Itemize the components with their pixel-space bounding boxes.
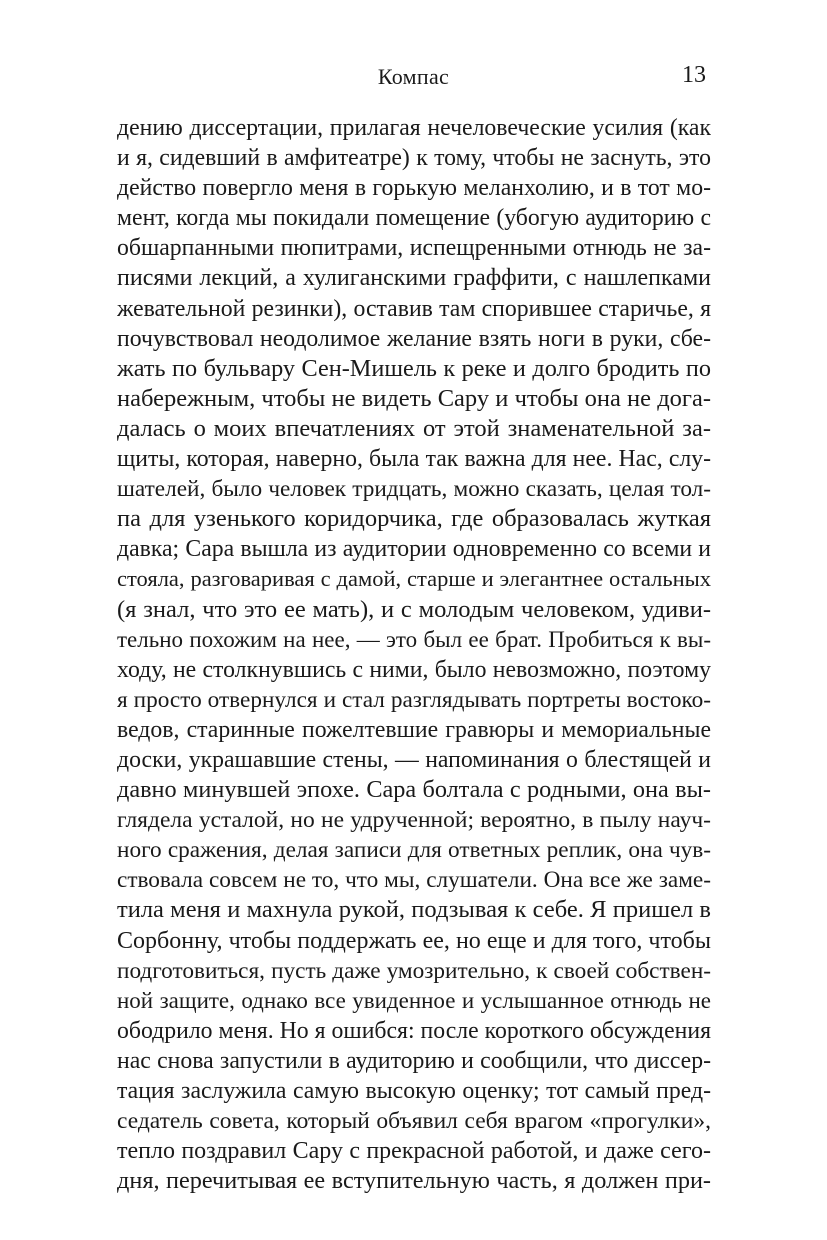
book-title: Компас xyxy=(377,64,450,89)
text-line: давно минувшей эпохе. Сара болтала с родными, она вы- xyxy=(117,776,711,804)
text-line: ходу, не столкнувшись с ними, было невозможно, поэтому xyxy=(117,656,711,683)
text-line: мент, когда мы покидали помещение (убогую аудиторию с xyxy=(117,205,711,232)
text-line: далась о моих впечатлениях от этой знаменательной за- xyxy=(117,414,711,442)
text-line: тельно похожим на нее, — это был ее брат. Пробиться к вы- xyxy=(117,626,711,652)
text-line: писями лекций, а хулиганскими граффити, с нашлепками xyxy=(117,265,711,292)
text-line: глядела усталой, но не удрученной; вероятно, в пылу науч- xyxy=(117,807,711,834)
text-line: почувствовал неодолимое желание взять ноги в руки, сбе- xyxy=(117,325,711,352)
running-head xyxy=(0,0,827,110)
page-number: 13 xyxy=(682,62,706,88)
text-line: тила меня и махнула рукой, подзывая к себе. Я пришел в xyxy=(117,896,711,924)
body-text xyxy=(117,113,711,1196)
text-line: дня, перечитывая ее вступительную часть, я должен при- xyxy=(117,1167,711,1195)
text-line: действо повергло меня в горькую меланхолию, и в тот мо- xyxy=(117,175,711,202)
text-line: щиты, которая, наверно, была так важна для нее. Нас, слу- xyxy=(117,446,711,473)
text-line: нас снова запустили в аудиторию и сообщили, что диссер- xyxy=(117,1047,711,1074)
text-line: я просто отвернулся и стал разглядывать портреты востоко- xyxy=(117,686,711,713)
text-line: ной защите, однако все увиденное и услышанное отнюдь не xyxy=(117,987,711,1013)
text-line: давка; Сара вышла из аудитории одновременно со всеми и xyxy=(117,536,711,563)
text-line: шателей, было человек тридцать, можно сказать, целая тол- xyxy=(117,476,711,503)
text-line: обшарпанными пюпитрами, испещренными отнюдь не за- xyxy=(117,235,711,262)
text-line: подготовиться, пусть даже умозрительно, к своей собствен- xyxy=(117,957,711,984)
text-line: дению диссертации, прилагая нечеловеческие усилия (как xyxy=(117,115,711,141)
text-line: набережным, чтобы не видеть Сару и чтобы она не дога- xyxy=(117,384,711,412)
text-line: (я знал, что это ее мать), и с молодым человеком, удиви- xyxy=(117,595,711,623)
text-line: ствовала совсем не то, что мы, слушатели. Она все же заме- xyxy=(117,867,711,894)
text-line: ного сражения, делая записи для ответных реплик, она чув- xyxy=(117,837,711,864)
text-line: тация заслужила самую высокую оценку; тот самый пред- xyxy=(117,1078,711,1104)
text-line: стояла, разговаривая с дамой, старше и элегантнее остальных xyxy=(117,566,711,592)
text-line: па для узенького коридорчика, где образовалась жуткая xyxy=(117,505,711,533)
text-line: жевательной резинки), оставив там спорившее старичье, я xyxy=(117,295,711,322)
text-line: жать по бульвару Сен-Мишель к реке и долго бродить по xyxy=(117,354,711,382)
text-line: ведов, старинные пожелтевшие гравюры и мемориальные xyxy=(117,716,711,743)
text-line: ободрило меня. Но я ошибся: после короткого обсуждения xyxy=(117,1017,711,1044)
text-line: седатель совета, который объявил себя врагом «прогулки», xyxy=(117,1108,711,1135)
text-line: тепло поздравил Сару с прекрасной работой, и даже сего- xyxy=(117,1138,711,1165)
text-line: Сорбонну, чтобы поддержать ее, но еще и для того, чтобы xyxy=(117,927,711,954)
text-line: доски, украшавшие стены, — напоминания о блестящей и xyxy=(117,746,711,773)
text-line: и я, сидевший в амфитеатре) к тому, чтобы не заснуть, это xyxy=(117,145,711,172)
